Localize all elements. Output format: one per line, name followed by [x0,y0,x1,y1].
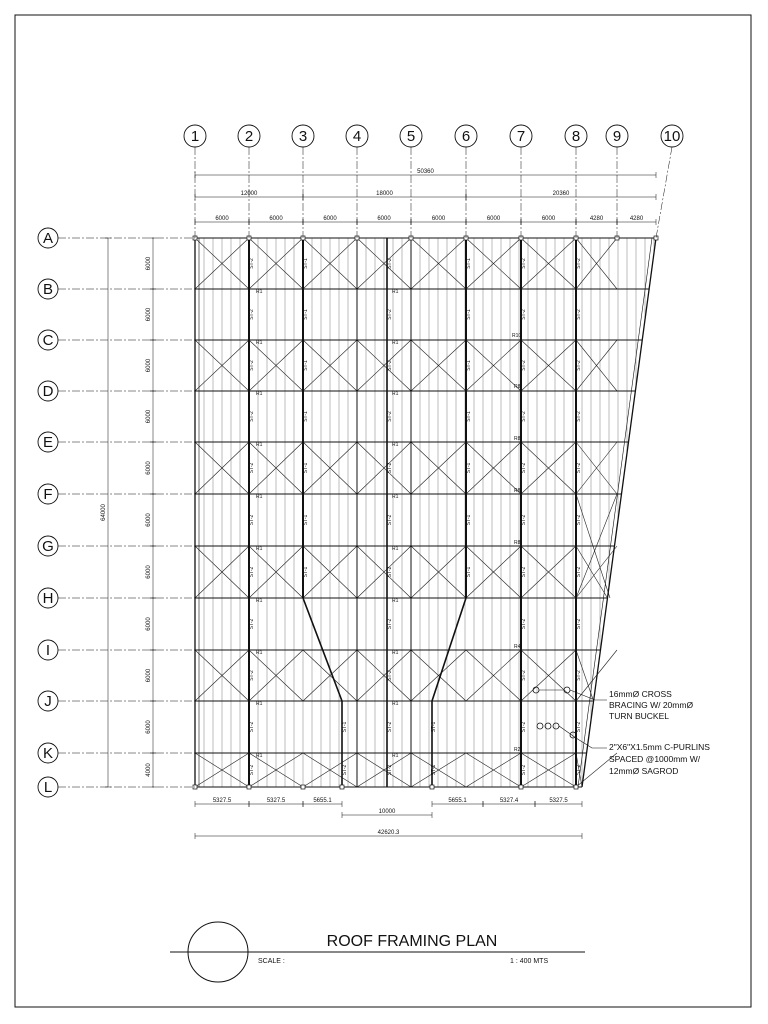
rafter-tag: R1 [392,494,399,500]
member-tag: ST-2 [576,618,582,630]
member-tag: ST-2 [576,360,582,371]
member-tag: ST-2 [387,721,393,733]
grid-label-row: H [42,590,54,607]
dim-bay-bottom: 10000 [378,809,396,815]
dim-bay-bottom: 5327.5 [212,798,232,804]
rafter-tag: R10 [512,333,522,339]
rafter-tag: R1 [392,650,399,656]
dim-bay-left: 6000 [146,358,152,373]
member-tag: ST-2 [576,566,582,578]
dim-bay-left: 6000 [146,307,152,322]
dim-bay-bottom: 5327.4 [499,798,519,804]
member-tag: ST-2 [249,514,255,526]
dim-bay-left: 6000 [146,513,152,527]
dim-bay-top: 4280 [589,216,604,222]
dim-bay-top: 4280 [629,216,644,222]
member-tag: ST-2 [521,514,527,526]
rafter-tag: R8 [514,436,521,442]
rafter-tag: R1 [256,391,263,397]
member-tag: ST-2 [249,764,255,776]
rafter-tag: R1 [392,391,399,397]
member-tag: ST-2 [521,764,527,776]
member-tag: ST-1 [466,258,472,269]
purlin-note-line2: SPACED @1000mm W/ [609,754,701,764]
bracing-note-line1: 16mmØ CROSS [609,689,672,699]
rafter-tag: R1 [256,598,263,604]
dim-overall-left: 64000 [101,504,107,521]
dim-bay-bottom: 5655.1 [448,798,467,804]
member-tag: ST-2 [387,258,393,269]
member-tags [249,258,582,775]
rafter-tag: R1 [392,340,399,346]
truss-line [303,598,342,787]
member-tag: ST-2 [521,462,527,474]
member-tag: ST-2 [387,764,393,776]
dim-bay-top: 6000 [269,216,283,222]
member-tag: ST-2 [387,411,393,422]
member-tag: ST-1 [431,764,437,776]
bracing-note-line2: BRACING W/ 20mmØ [609,700,694,710]
grid-label-column: 7 [516,128,526,145]
rafter-tag: R8 [514,384,521,390]
grid-label-column: 4 [352,128,362,145]
scale-value: 1 : 400 MTS [510,958,549,965]
member-tag: ST-2 [576,670,582,681]
grid-line-column [656,147,672,238]
dim-overall-bottom: 42620.3 [377,830,400,836]
member-tag: ST-1 [303,258,309,269]
member-tag: ST-2 [249,462,255,474]
member-tag: ST-2 [521,258,527,269]
member-tag: ST-2 [576,309,582,320]
grid-label-column: 8 [571,128,581,145]
rafter-tag: R4 [514,644,521,650]
member-tag: ST-2 [576,258,582,269]
dim-bay-bottom: 5327.5 [266,798,286,804]
grid-label-row: J [44,693,52,710]
dim-bay-top: 6000 [323,216,337,222]
member-tag: ST-2 [249,566,255,578]
member-tag: ST-1 [466,309,472,320]
member-tag: ST-1 [303,411,309,422]
member-tag: ST-2 [387,309,393,320]
member-tag: ST-1 [303,566,309,578]
dim-bay-left: 6000 [146,565,152,579]
bracing-note-line3: TURN BUCKEL [609,711,669,721]
member-tag: ST-2 [576,411,582,422]
member-tag: ST-2 [249,670,255,681]
member-tag: ST-2 [342,764,348,776]
member-tag: ST-2 [249,618,255,630]
member-tag: ST-1 [466,566,472,578]
dimension-lines [101,169,656,839]
rafter-tag: R1 [392,442,399,448]
rafter-tag: R1 [392,546,399,552]
rafter-tag: R1 [256,289,263,295]
member-tag: ST-2 [387,566,393,578]
grid-label-row: I [45,642,51,659]
roof-frame [193,236,658,789]
rafter-tag: R1 [256,494,263,500]
grid-label-column: 10 [663,128,681,145]
member-tag: ST-2 [387,514,393,526]
grid-label-row: A [42,230,54,247]
member-tag: ST-2 [521,309,527,320]
grid-label-column: 1 [190,128,200,145]
rafter-tag: R1 [256,753,263,759]
dim-group-top: 20360 [552,191,570,197]
rafter-tag: R1 [392,598,399,604]
grid-label-column: 9 [612,128,622,145]
grid-label-row: E [42,434,54,451]
rafter-tag: R8 [514,488,521,494]
dim-bay-top: 6000 [541,216,556,222]
callout-marker [537,723,543,729]
dim-bay-top: 6000 [486,216,501,222]
grid-label-row: D [42,383,54,400]
dim-overall-top: 50360 [417,169,434,175]
member-tag: ST-2 [387,670,393,681]
title-block [170,922,585,982]
column-node [430,785,434,789]
member-tag: ST-1 [466,514,472,526]
drawing-title: ROOF FRAMING PLAN [326,933,498,950]
purlin-callout [537,723,710,776]
dim-bay-top: 6000 [215,216,229,222]
dim-bay-top: 6000 [431,216,446,222]
member-tag: ST-2 [249,411,255,422]
dim-bay-left: 6000 [146,461,152,475]
rafter-tag: R8 [514,540,521,546]
truss-line [432,598,466,787]
callout-marker [553,723,559,729]
rafter-tag: R1 [256,546,263,552]
sheet-border [15,15,751,1007]
leader-line [559,726,607,748]
member-tag: ST-1 [466,411,472,422]
rafter-tag: R1 [256,650,263,656]
bracing-callout [533,687,693,721]
rafter-tag: R1 [392,753,399,759]
purlin-note-line1: 2"X6"X1.5mm C-PURLINS [609,742,710,752]
column-node [301,785,305,789]
dim-bay-left: 6000 [146,409,152,424]
rafter-tag: R1 [256,340,263,346]
member-tag: ST-2 [387,618,393,630]
member-tag: ST-2 [249,309,255,320]
rafter-tag: R1 [256,442,263,448]
rafter-tag: R1 [392,289,399,295]
member-tag: ST-1 [303,514,309,526]
member-tag: ST-1 [466,462,472,474]
callout-marker [533,687,539,693]
member-tag: ST-2 [249,721,255,733]
dim-group-top: 12000 [240,191,258,197]
member-tag: ST-2 [521,566,527,578]
member-tag: ST-2 [576,514,582,526]
member-tag: ST-2 [521,670,527,681]
grid-label-row: B [42,281,54,298]
member-tag: ST-1 [303,360,309,371]
grid-label-row: G [42,538,54,555]
member-tag: ST-2 [576,462,582,474]
grid-label-column: 6 [461,128,471,145]
member-tag: ST-2 [521,411,527,422]
dim-bay-bottom: 5655.1 [313,798,332,804]
dim-bay-left: 6000 [146,720,152,734]
member-tag: ST-1 [303,462,309,474]
dim-bay-top: 6000 [377,216,391,222]
grid-label-row: C [42,332,54,349]
rafter-tag: R2 [514,747,521,753]
member-tag: ST-2 [249,360,255,371]
member-tag: ST-1 [466,360,472,371]
member-tag: ST-2 [387,360,393,371]
scale-label: SCALE : [258,958,285,965]
member-tag: ST-2 [249,258,255,269]
purlin-note-line3: 12mmØ SAGROD [609,766,679,776]
grid-label-row: L [43,779,53,796]
dim-bay-left: 6000 [146,617,152,631]
member-tag: ST-1 [303,309,309,320]
member-tag: ST-2 [576,764,582,776]
grid-label-column: 3 [298,128,308,145]
member-tag: ST-2 [521,618,527,630]
callout-marker [564,687,570,693]
dim-bay-bottom: 5327.5 [549,798,568,804]
column-node [247,785,251,789]
member-tag: ST-1 [431,721,437,733]
dim-bay-left: 4000 [146,763,152,777]
member-tag: ST-2 [387,462,393,474]
column-node [519,785,523,789]
member-tag: ST-1 [342,721,348,733]
grid-label-row: K [42,745,54,762]
column-node [574,785,578,789]
rafter-tag: R1 [256,701,263,707]
rafter-tag: R1 [392,701,399,707]
column-node [340,785,344,789]
dim-bay-left: 6000 [146,668,152,683]
grid-label-column: 5 [406,128,416,145]
member-tag: ST-2 [521,360,527,371]
purlin-lines [204,238,654,787]
dim-group-top: 18000 [376,191,393,197]
dim-bay-left: 6000 [146,256,152,271]
grid-label-column: 2 [244,128,254,145]
member-tag: ST-2 [576,721,582,733]
grid-label-row: F [43,486,53,503]
member-tag: ST-2 [521,721,527,733]
